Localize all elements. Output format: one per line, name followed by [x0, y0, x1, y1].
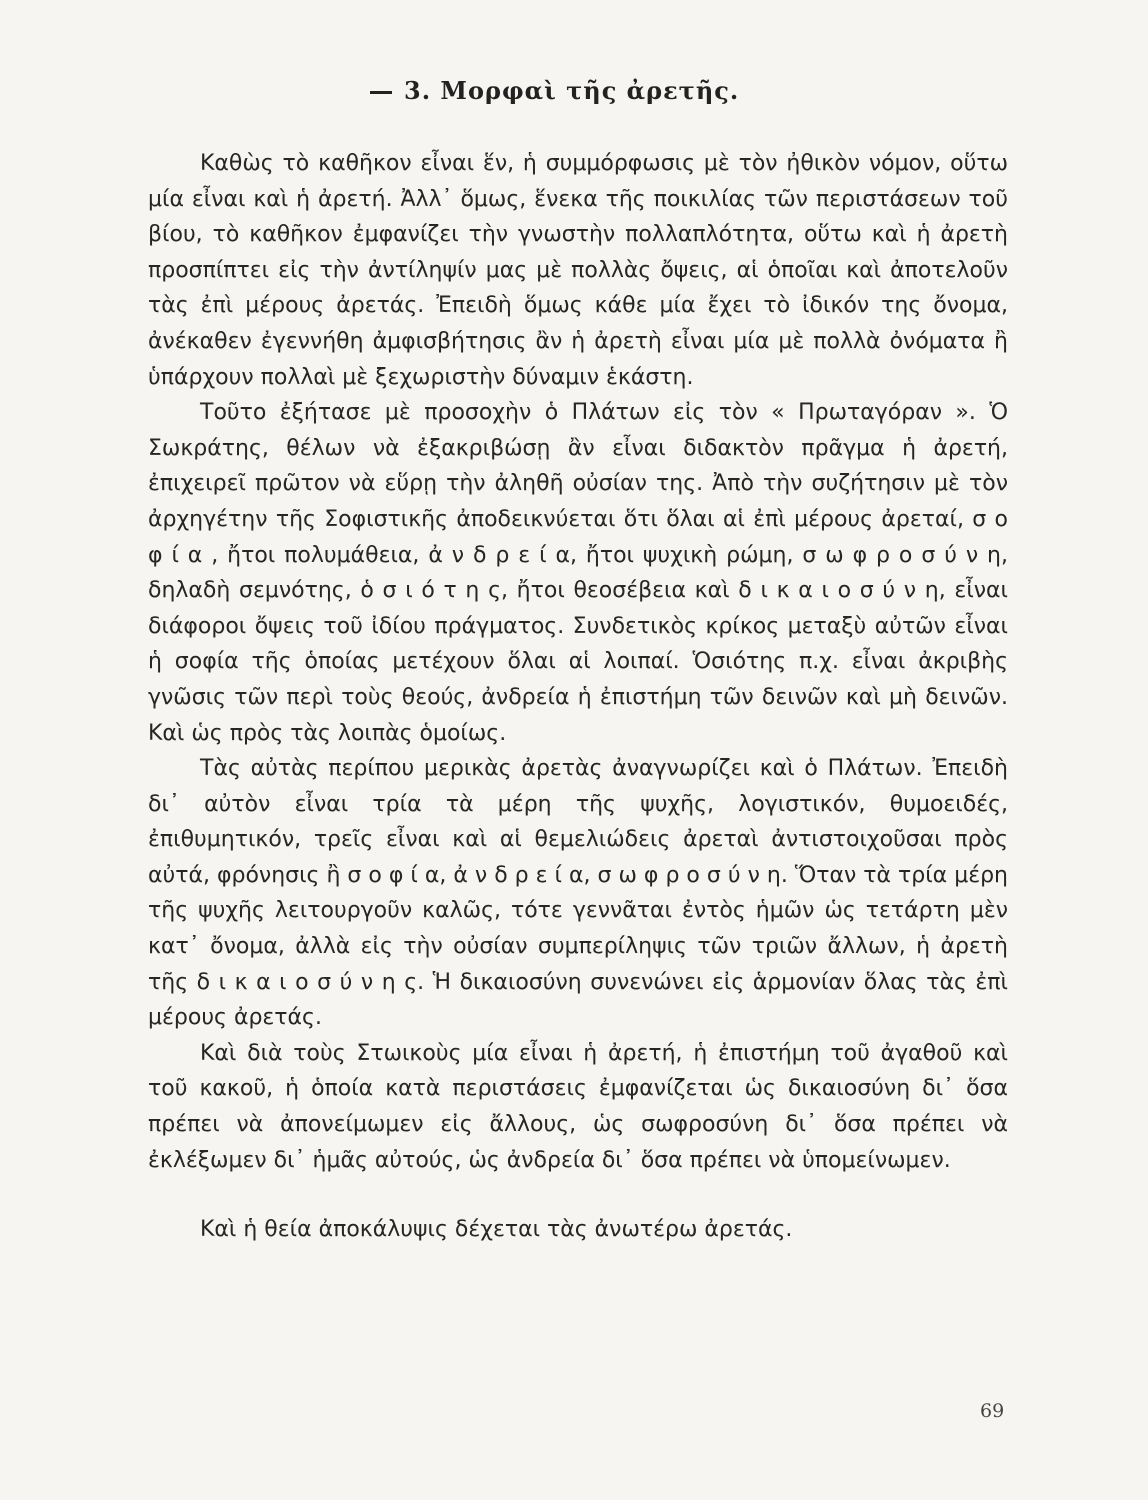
- section-heading-text: 3. Μορφαὶ τῆς ἀρετῆς.: [404, 76, 740, 105]
- paragraph-5: Καὶ ἡ θεία ἀποκάλυψις δέχεται τὰς ἀνωτέρω ἀρετάς.: [200, 1217, 793, 1243]
- paragraph-4: Καὶ διὰ τοὺς Στωικοὺς μία εἶναι ἡ ἀρετή, ἡ ἐπιστήμη τοῦ ἀγαθοῦ καὶ τοῦ κακοῦ, ἡ ὁποία κατὰ περιστάσεις ἐμφανίζεται ὡς δικαιοσύνη δι᾿ ὅσα πρέπει νὰ ἀπονείμωμεν εἰς ἄλλους, ὡς σωφροσύνη δι᾿ ὅσα πρέπει νὰ ἐκλέξωμεν δι᾿ ἡμᾶς αὐτούς, ὡς ἀνδρεία δι᾿ ὅσα πρέπει νὰ ὑπομείνωμεν.: [148, 1040, 1008, 1173]
- paragraph-3: Τὰς αὐτὰς περίπου μερικὰς ἀρετὰς ἀναγνωρίζει καὶ ὁ Πλάτων. Ἐπειδὴ δι᾿ αὐτὸν εἶναι τρία τὰ μέρη τῆς ψυχῆς, λογιστικόν, θυμοειδές, ἐπιθυμητικόν, τρεῖς εἶναι καὶ αἱ θεμελιώδεις ἀρεταὶ ἀντιστοιχοῦσαι πρὸς αὐτά, φρόνησις ἢ σ ο φ ί α, ἀ ν δ ρ ε ί α, σ ω φ ρ ο σ ύ ν η. Ὅταν τὰ τρία μέρη τῆς ψυχῆς λειτουργοῦν καλῶς, τότε γεννᾶται ἐντὸς ἡμῶν ὡς τετάρτη μὲν κατ᾿ ὄνομα, ἀλλὰ εἰς τὴν οὐσίαν συμπερίληψις τῶν τριῶν ἄλλων, ἡ ἀρετὴ τῆς δ ι κ α ι ο σ ύ ν η ς. Ἡ δικαιοσύνη συνενώνει εἰς ἁρμονίαν ὅλας τὰς ἐπὶ μέρους ἀρετάς.: [148, 756, 1008, 1031]
- page-number: 69: [980, 1400, 1005, 1422]
- paragraph-2: Τοῦτο ἐξήτασε μὲ προσοχὴν ὁ Πλάτων εἰς τὸν « Πρωταγόραν ». Ὁ Σωκράτης, θέλων νὰ ἐξακριβώσῃ ἂν εἶναι διδακτὸν πρᾶγμα ἡ ἀρετή, ἐπιχειρεῖ πρῶτον νὰ εὕρῃ τὴν ἀληθῆ οὐσίαν της. Ἀπὸ τὴν συζήτησιν μὲ τὸν ἀρχηγέτην τῆς Σοφιστικῆς ἀποδεικνύεται ὅτι ὅλαι αἱ ἐπὶ μέρους ἀρεταί, σ ο φ ί α , ἤτοι πολυμάθεια, ἀ ν δ ρ ε ί α, ἤτοι ψυχικὴ ρώμη, σ ω φ ρ ο σ ύ ν η, δηλαδὴ σεμνότης, ὁ σ ι ό τ η ς, ἤτοι θεοσέβεια καὶ δ ι κ α ι ο σ ύ ν η, εἶναι διάφοροι ὄψεις τοῦ ἰδίου πράγματος. Συνδετικὸς κρίκος μεταξὺ αὐτῶν εἶναι ἡ σοφία τῆς ὁποίας μετέχουν ὅλαι αἱ λοιπαί. Ὁσιότης π.χ. εἶναι ἀκριβὴς γνῶσις τῶν περὶ τοὺς θεούς, ἀνδρεία ἡ ἐπιστήμη τῶν δεινῶν καὶ μὴ δεινῶν. Καὶ ὡς πρὸς τὰς λοιπὰς ὁμοίως.: [148, 400, 1008, 746]
- section-heading: [370, 76, 739, 105]
- body-text: [148, 146, 1008, 1248]
- heading-dash: [370, 91, 392, 94]
- paragraph-1: Καθὼς τὸ καθῆκον εἶναι ἕν, ἡ συμμόρφωσις μὲ τὸν ἠθικὸν νόμον, οὕτω μία εἶναι καὶ ἡ ἀρετή. Ἀλλ᾿ ὅμως, ἕνεκα τῆς ποικιλίας τῶν περιστάσεων τοῦ βίου, τὸ καθῆκον ἐμφανίζει τὴν γνωστὴν πολλαπλότητα, οὕτω καὶ ἡ ἀρετὴ προσπίπτει εἰς τὴν ἀντίληψίν μας μὲ πολλὰς ὄψεις, αἱ ὁποῖαι καὶ ἀποτελοῦν τὰς ἐπὶ μέρους ἀρετάς. Ἐπειδὴ ὅμως κάθε μία ἔχει τὸ ἰδικόν της ὄνομα, ἀνέκαθεν ἐγεννήθη ἀμφισβήτησις ἂν ἡ ἀρετὴ εἶναι μία μὲ πολλὰ ὀνόματα ἢ ὑπάρχουν πολλαὶ μὲ ξεχωριστὴν δύναμιν ἑκάστη.: [148, 151, 1008, 390]
